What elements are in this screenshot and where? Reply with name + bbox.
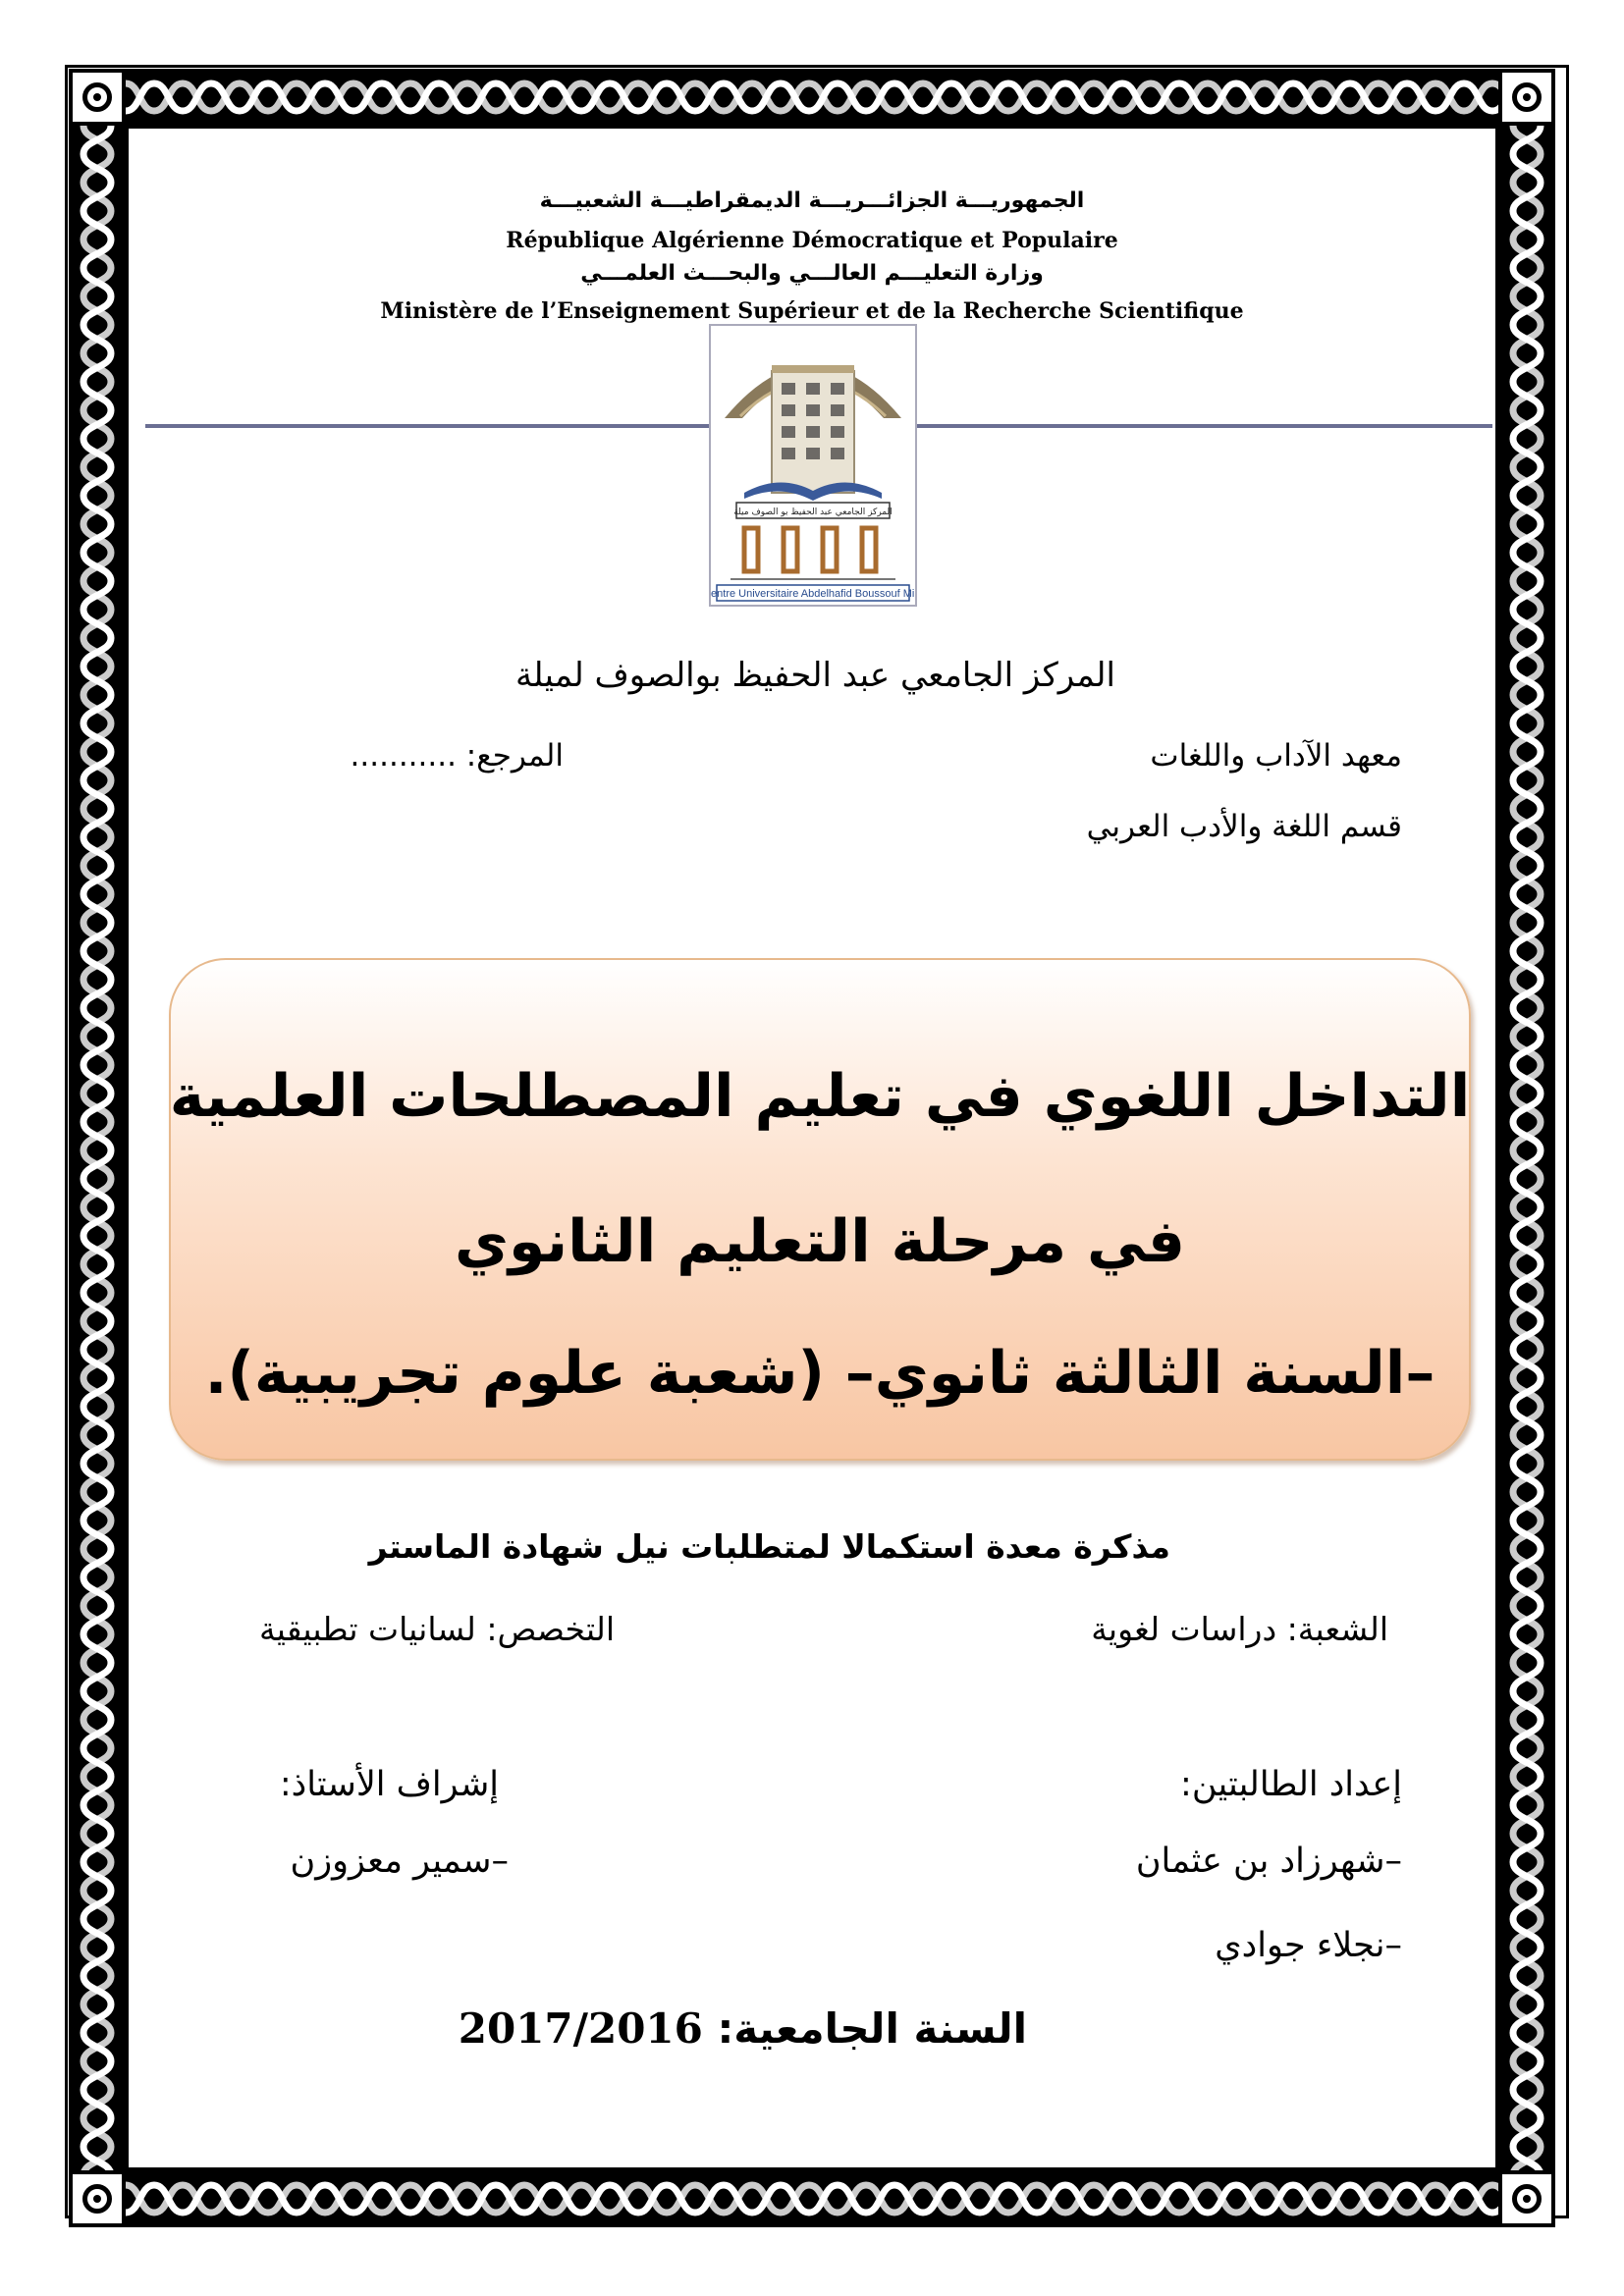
university-logo (709, 324, 917, 607)
university-center-name: المركز الجامعي عبد الحفيظ بوالصوف لميلة (514, 656, 1115, 695)
branch-field: الشعبة: دراسات لغوية (1091, 1610, 1388, 1648)
corner-ornament-top-right (1498, 69, 1555, 126)
specialty-field: التخصص: لسانيات تطبيقية (259, 1610, 615, 1648)
thesis-title-line-3: –السنة الثالثة ثانوي– (شعبة علوم تجريبية). (204, 1339, 1435, 1408)
academic-year-label: السنة الجامعية: (717, 2004, 1027, 2053)
logo-caption: Centre Universitaire Abdelhafid Boussouf Mila (711, 588, 915, 600)
department-name: قسم اللغة والأدب العربي (1086, 809, 1402, 844)
thesis-title-line-1: التداخل اللغوي في تعليم المصطلحات العلمية (169, 1062, 1471, 1131)
corner-ornament-bottom-left (69, 2170, 126, 2227)
border-strip-left (69, 126, 126, 2170)
student-name-2: –نجلاء جوادي (1215, 1926, 1402, 1965)
thesis-purpose-note: مذكرة معدة استكمالا لمتطلبات نيل شهادة الماستر (368, 1527, 1170, 1566)
republic-name-french: République Algérienne Démocratique et Populaire (506, 228, 1118, 253)
corner-ornament-top-left (69, 69, 126, 126)
institute-name: معهد الآداب واللغات (1150, 738, 1402, 774)
ministry-name-arabic: وزارة التعليـــم العالـــي والبحـــث العلمـــي (580, 261, 1044, 286)
corner-ornament-bottom-right (1498, 2170, 1555, 2227)
ministry-name-french: Ministère de l’Enseignement Supérieur et de la Recherche Scientifique (380, 298, 1244, 324)
border-strip-bottom (126, 2170, 1498, 2227)
thesis-title-line-2: في مرحلة التعليم الثانوي (455, 1207, 1185, 1276)
republic-name-arabic: الجمهوريـــة الجزائـــريـــة الديمقراطيـــة الشعبيـــة (539, 188, 1085, 213)
supervisor-name: –سمير معزوزن (290, 1842, 509, 1881)
supervisor-label: إشراف الأستاذ: (279, 1765, 499, 1804)
border-strip-right (1498, 126, 1555, 2170)
border-strip-top (126, 69, 1498, 126)
reference-field: المرجع: ........... (350, 738, 564, 774)
university-building-icon (711, 326, 915, 605)
student-name-1: –شهرزاد بن عثمان (1135, 1842, 1402, 1881)
prepared-by-label: إعداد الطالبتين: (1180, 1765, 1402, 1804)
academic-year-value: 2017/2016 (458, 2004, 703, 2053)
academic-year (459, 2004, 1027, 2053)
logo-banner-text: المركز الجامعي عبد الحفيظ بو الصوف ميلة (733, 507, 893, 517)
